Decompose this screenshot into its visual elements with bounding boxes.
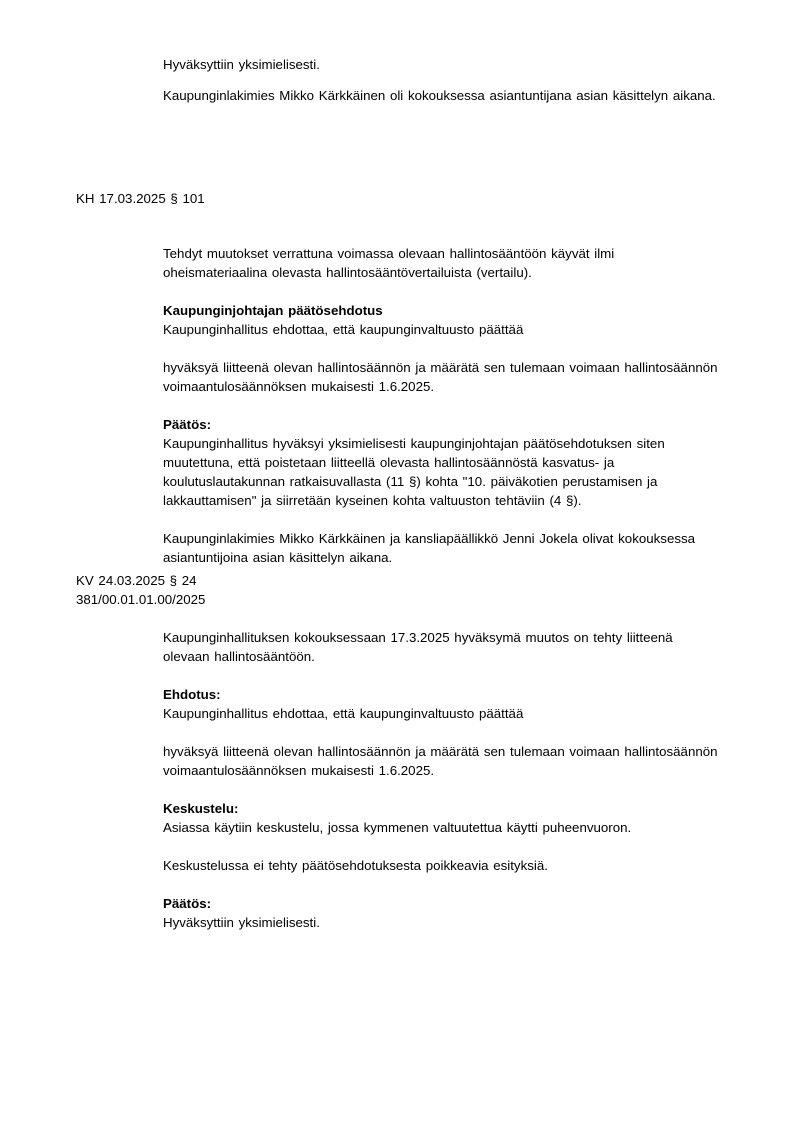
kv-decision-heading: Päätös: <box>163 896 212 911</box>
kv-intro: Kaupunginhallituksen kokouksessaan 17.3.2025 hyväksymä muutos on tehty liitteenä olevaan hallintosääntöön. <box>163 630 673 664</box>
kv-proposal-text: Kaupunginhallitus ehdottaa, että kaupunginvaltuusto päättää <box>163 706 524 721</box>
kh-experts-note: Kaupunginlakimies Mikko Kärkkäinen ja kansliapäällikkö Jenni Jokela olivat kokouksessa asiantuntijoina asian käsittelyn aikana. <box>163 531 696 565</box>
kv-meta <box>76 571 376 609</box>
kh-decision-heading: Päätös: <box>163 417 212 432</box>
kv-decision-text: Hyväksyttiin yksimielisesti. <box>163 915 320 930</box>
kh-decision-text: Kaupunginhallitus hyväksyi yksimielisesti kaupunginjohtajan päätösehdotuksen siten muutettuna, että poistetaan liitteellä olevasta hallintosäännöstä kasvatus- ja koulutuslautakunnan ratkaisuvallasta (11 §) kohta "10. päiväkotien perustamisen ja lakkauttamisen" ja siirretään kyseinen kohta valtuuston tehtäviin (4 §). <box>163 436 665 508</box>
kv-record-number: 381/00.01.01.00/2025 <box>76 592 206 607</box>
kv-reference: KV 24.03.2025 § 24 <box>76 573 197 588</box>
kh-proposal-heading: Kaupunginjohtajan päätösehdotus <box>163 303 383 318</box>
kv-discussion-note: Keskustelussa ei tehty päätösehdotuksesta poikkeavia esityksiä. <box>163 858 548 873</box>
expert-note: Kaupunginlakimies Mikko Kärkkäinen oli kokouksessa asiantuntijana asian käsittelyn aikana. <box>163 88 716 103</box>
kh-proposal-text: Kaupunginhallitus ehdottaa, että kaupunginvaltuusto päättää <box>163 322 524 337</box>
kv-discussion-text: Asiassa käytiin keskustelu, jossa kymmenen valtuutettua käytti puheenvuoron. <box>163 820 632 835</box>
kh-section <box>163 244 723 567</box>
approved-text: Hyväksyttiin yksimielisesti. <box>163 57 320 72</box>
kh-meta <box>76 189 376 208</box>
kv-section <box>163 628 723 932</box>
kh-intro: Tehdyt muutokset verrattuna voimassa olevaan hallintosääntöön käyvät ilmi oheismateriaalina olevasta hallintosääntövertailuista (vertailu). <box>163 246 615 280</box>
kv-discussion-heading: Keskustelu: <box>163 801 239 816</box>
kh-proposal-detail: hyväksyä liitteenä olevan hallintosäännön ja määrätä sen tulemaan voimaan hallintosäännön voimaantulosäännöksen mukaisesti 1.6.2025. <box>163 360 718 394</box>
kh-reference: KH 17.03.2025 § 101 <box>76 191 205 206</box>
top-section <box>163 55 723 105</box>
kv-proposal-detail: hyväksyä liitteenä olevan hallintosäännön ja määrätä sen tulemaan voimaan hallintosäännön voimaantulosäännöksen mukaisesti 1.6.2025. <box>163 744 718 778</box>
kv-proposal-heading: Ehdotus: <box>163 687 221 702</box>
